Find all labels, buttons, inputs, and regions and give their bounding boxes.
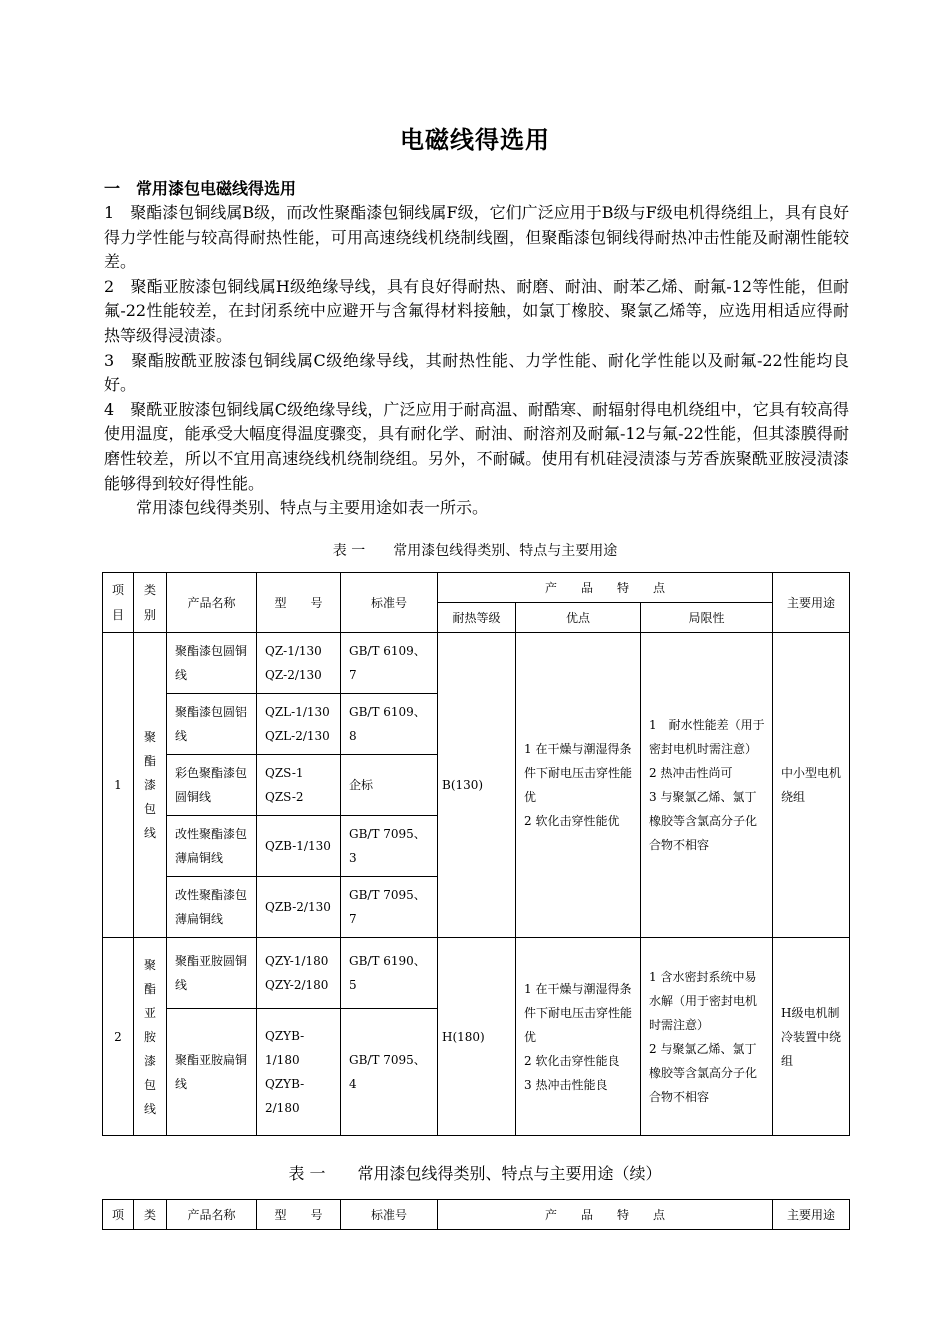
- header-features: 产 品 特 点: [438, 1200, 773, 1230]
- table-caption: 表 一 常用漆包线得类别、特点与主要用途: [332, 543, 618, 559]
- table-row: [103, 633, 850, 694]
- group1-item: 1: [103, 633, 134, 938]
- group1-advantages: 1 在干燥与潮湿得条件下耐电压击穿性能优 2 软化击穿性能优: [516, 633, 641, 938]
- group2-advantages: 1 在干燥与潮湿得条件下耐电压击穿性能优 2 软化击穿性能良 3 热冲击性能良: [516, 938, 641, 1136]
- header-category: 类: [134, 1200, 167, 1230]
- standard-number: GB/T 6109、8: [341, 694, 438, 755]
- product-name: 聚酯漆包圆铜线: [167, 633, 257, 694]
- model-number: QZB-1/130: [257, 816, 341, 877]
- group2-item: 2: [103, 938, 134, 1136]
- standard-number: GB/T 7095、4: [341, 1009, 438, 1136]
- model-number: QZB-2/130: [257, 877, 341, 938]
- model-number: QZL-1/130 QZL-2/130: [257, 694, 341, 755]
- standard-number: 企标: [341, 755, 438, 816]
- product-name: 聚酯亚胺圆铜线: [167, 938, 257, 1009]
- header-heat-class: 耐热等级: [438, 603, 516, 633]
- header-standard: 标准号: [341, 573, 438, 633]
- section-heading: 一 常用漆包电磁线得选用: [104, 179, 297, 198]
- model-number: QZ-1/130 QZ-2/130: [257, 633, 341, 694]
- standard-number: GB/T 6190、5: [341, 938, 438, 1009]
- model-number: QZY-1/180 QZY-2/180: [257, 938, 341, 1009]
- header-model: 型 号: [257, 1200, 341, 1230]
- paragraph-4: 4 聚酰亚胺漆包铜线属C级绝缘导线，广泛应用于耐高温、耐酷寒、耐辐射得电机绕组中，它具有较高得使用温度，能承受大幅度得温度骤变，具有耐化学、耐油、耐溶剂及耐氟-12与氟-22性能，但其漆膜得耐磨性较差，所以不宜用高速绕线机绕制绕组。另外，不耐碱。使用有机硅浸渍漆与芳香族聚酰亚胺浸渍漆能够得到较好得性能。: [104, 399, 849, 493]
- group1-category: 聚酯漆包线: [134, 633, 167, 938]
- group2-category: 聚酯亚胺漆包线: [134, 938, 167, 1136]
- standard-number: GB/T 7095、3: [341, 816, 438, 877]
- model-number: QZYB-1/180 QZYB-2/180: [257, 1009, 341, 1136]
- wire-spec-table-continued: [102, 1199, 850, 1230]
- page-title: 电磁线得选用: [400, 126, 550, 154]
- table-row: [103, 938, 850, 1009]
- paragraph-3: 3 聚酯胺酰亚胺漆包铜线属C级绝缘导线，其耐热性能、力学性能、耐化学性能以及耐氟-22性能均良好。: [104, 350, 849, 395]
- product-name: 聚酯漆包圆铝线: [167, 694, 257, 755]
- paragraph-2: 2 聚酯亚胺漆包铜线属H级绝缘导线，具有良好得耐热、耐磨、耐油、耐苯乙烯、耐氟-12等性能，但耐氟-22性能较差，在封闭系统中应避开与含氟得材料接触，如氯丁橡胶、聚氯乙烯等，应选用相适应得耐热等级得浸渍漆。: [104, 276, 849, 345]
- header-standard: 标准号: [341, 1200, 438, 1230]
- header-features: 产 品 特 点: [438, 573, 773, 603]
- header-item: 项: [103, 1200, 134, 1230]
- header-usage: 主要用途: [773, 1200, 850, 1230]
- header-category: 类别: [134, 573, 167, 633]
- header-model: 型 号: [257, 573, 341, 633]
- paragraph-1: 1 聚酯漆包铜线属B级，而改性聚酯漆包铜线属F级，它们广泛应用于B级与F级电机得绕组上，具有良好得力学性能与较高得耐热性能，可用高速绕线机绕制线圈，但聚酯漆包铜线得耐热冲击性能及耐潮性能较差。: [104, 203, 849, 272]
- header-advantages: 优点: [516, 603, 641, 633]
- product-name: 改性聚酯漆包薄扁铜线: [167, 877, 257, 938]
- product-name: 改性聚酯漆包薄扁铜线: [167, 816, 257, 877]
- standard-number: GB/T 6109、7: [341, 633, 438, 694]
- table-header-row: [103, 573, 850, 603]
- header-item: 项目: [103, 573, 134, 633]
- model-number: QZS-1 QZS-2: [257, 755, 341, 816]
- header-limitations: 局限性: [641, 603, 773, 633]
- header-product: 产品名称: [167, 1200, 257, 1230]
- table-caption-continued: 表 一 常用漆包线得类别、特点与主要用途（续）: [288, 1164, 662, 1183]
- table-header-row: [103, 1200, 850, 1230]
- group2-limitations: 1 含水密封系统中易水解（用于密封电机时需注意） 2 与聚氯乙烯、氯丁橡胶等含氯高分子化合物不相容: [641, 938, 773, 1136]
- group2-heat-class: H(180): [438, 938, 516, 1136]
- header-usage: 主要用途: [773, 573, 850, 633]
- paragraph-5: 常用漆包线得类别、特点与主要用途如表一所示。: [136, 498, 489, 518]
- body-text: [104, 201, 849, 521]
- product-name: 聚酯亚胺扁铜线: [167, 1009, 257, 1136]
- group1-heat-class: B(130): [438, 633, 516, 938]
- group1-limitations: 1 耐水性能差（用于密封电机时需注意） 2 热冲击性尚可 3 与聚氯乙烯、氯丁橡胶等含氯高分子化合物不相容: [641, 633, 773, 938]
- group2-usage: H级电机制冷装置中绕组: [773, 938, 850, 1136]
- wire-spec-table: [102, 572, 850, 1136]
- product-name: 彩色聚酯漆包圆铜线: [167, 755, 257, 816]
- standard-number: GB/T 7095、7: [341, 877, 438, 938]
- group1-usage: 中小型电机绕组: [773, 633, 850, 938]
- header-product: 产品名称: [167, 573, 257, 633]
